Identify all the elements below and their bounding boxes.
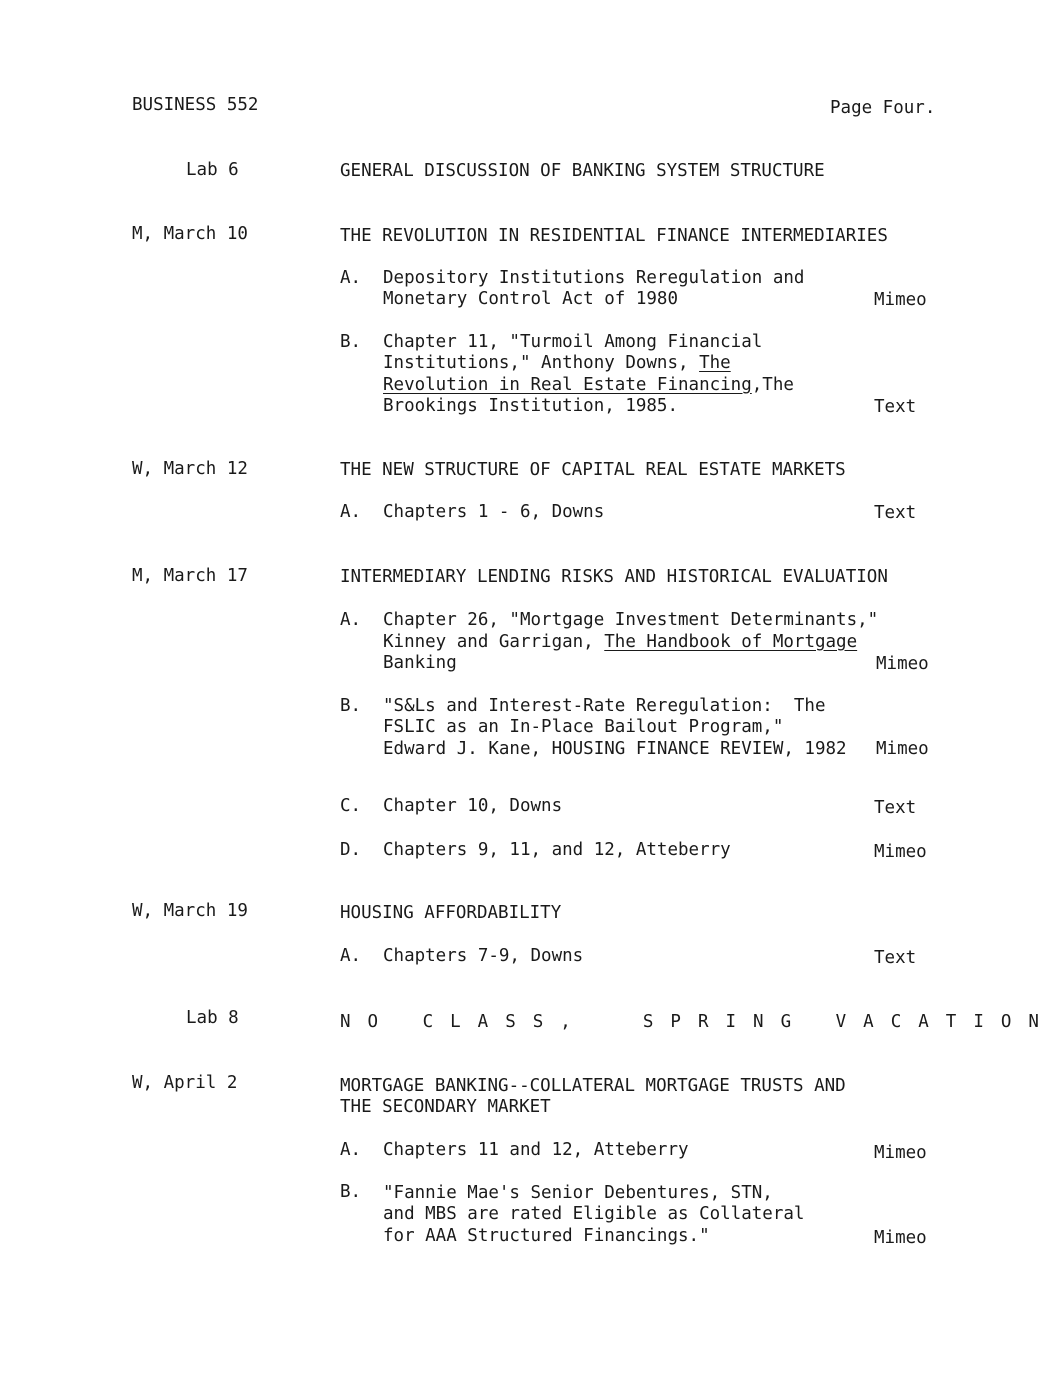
reading-text: Kinney and Garrigan, xyxy=(383,632,605,652)
session-date: M, March 10 xyxy=(132,224,248,244)
reading-text: ,The xyxy=(751,375,794,395)
reading-source: Mimeo xyxy=(874,842,927,862)
reading-line: FSLIC as an In-Place Bailout Program," xyxy=(383,717,784,737)
reading-line xyxy=(383,353,731,374)
reading-line: for AAA Structured Financings." xyxy=(383,1226,710,1246)
session-title: MORTGAGE BANKING--COLLATERAL MORTGAGE TRUSTS AND xyxy=(340,1076,846,1096)
reading-line: Monetary Control Act of 1980 xyxy=(383,289,679,309)
session-date: W, April 2 xyxy=(132,1073,238,1093)
session-title: INTERMEDIARY LENDING RISKS AND HISTORICAL EVALUATION xyxy=(340,567,888,587)
reading-line: Chapter 26, "Mortgage Investment Determinants," xyxy=(383,610,879,630)
session-date: W, March 19 xyxy=(132,901,248,921)
reading-line: Chapter 11, "Turmoil Among Financial xyxy=(383,332,763,352)
item-letter: A. xyxy=(340,268,362,288)
session-title: NO CLASS, SPRING VACATION xyxy=(340,1012,1056,1032)
item-letter: C. xyxy=(340,796,362,816)
session-date: Lab 6 xyxy=(186,160,239,180)
reading-line xyxy=(383,632,857,653)
item-letter: A. xyxy=(340,1140,362,1160)
course-code: BUSINESS 552 xyxy=(132,95,259,115)
reading-line: Brookings Institution, 1985. xyxy=(383,396,679,416)
reading-source: Mimeo xyxy=(876,654,929,674)
reading-line: Banking xyxy=(383,653,457,673)
book-title: The xyxy=(699,353,731,373)
reading-source: Text xyxy=(874,397,917,417)
session-title: THE SECONDARY MARKET xyxy=(340,1097,551,1117)
reading-line: Edward J. Kane, HOUSING FINANCE REVIEW, 1982 xyxy=(383,739,847,759)
reading-text: Institutions," Anthony Downs, xyxy=(383,353,700,373)
reading-source: Mimeo xyxy=(874,290,927,310)
reading-line: Chapter 10, Downs xyxy=(383,796,563,816)
reading-source: Text xyxy=(874,948,917,968)
reading-line: Chapters 7-9, Downs xyxy=(383,946,584,966)
book-title: The Handbook of Mortgage xyxy=(604,632,858,652)
reading-source: Mimeo xyxy=(876,739,929,759)
session-date: M, March 17 xyxy=(132,566,248,586)
item-letter: A. xyxy=(340,502,362,522)
session-date: W, March 12 xyxy=(132,459,248,479)
session-title: THE REVOLUTION IN RESIDENTIAL FINANCE INTERMEDIARIES xyxy=(340,226,888,246)
reading-line: and MBS are rated Eligible as Collateral xyxy=(383,1204,805,1224)
book-title: Revolution in Real Estate Financing xyxy=(383,375,752,395)
reading-line: Chapters 9, 11, and 12, Atteberry xyxy=(383,840,731,860)
item-letter: A. xyxy=(340,610,362,630)
reading-line: Depository Institutions Reregulation and xyxy=(383,268,805,288)
item-letter: B. xyxy=(340,332,362,352)
reading-line: Chapters 1 - 6, Downs xyxy=(383,502,605,522)
reading-source: Text xyxy=(874,798,917,818)
session-title: GENERAL DISCUSSION OF BANKING SYSTEM STRUCTURE xyxy=(340,161,825,181)
session-date: Lab 8 xyxy=(186,1008,239,1028)
session-title: HOUSING AFFORDABILITY xyxy=(340,903,562,923)
page-number: Page Four. xyxy=(830,98,936,118)
item-letter: B. xyxy=(340,1182,362,1202)
reading-source: Mimeo xyxy=(874,1228,927,1248)
session-title: THE NEW STRUCTURE OF CAPITAL REAL ESTATE MARKETS xyxy=(340,460,846,480)
reading-line: "Fannie Mae's Senior Debentures, STN, xyxy=(383,1183,773,1203)
item-letter: A. xyxy=(340,946,362,966)
item-letter: B. xyxy=(340,696,362,716)
reading-source: Mimeo xyxy=(874,1143,927,1163)
reading-source: Text xyxy=(874,503,917,523)
reading-line xyxy=(383,375,794,396)
item-letter: D. xyxy=(340,840,362,860)
reading-line: "S&Ls and Interest-Rate Reregulation: The xyxy=(383,696,826,716)
reading-line: Chapters 11 and 12, Atteberry xyxy=(383,1140,689,1160)
